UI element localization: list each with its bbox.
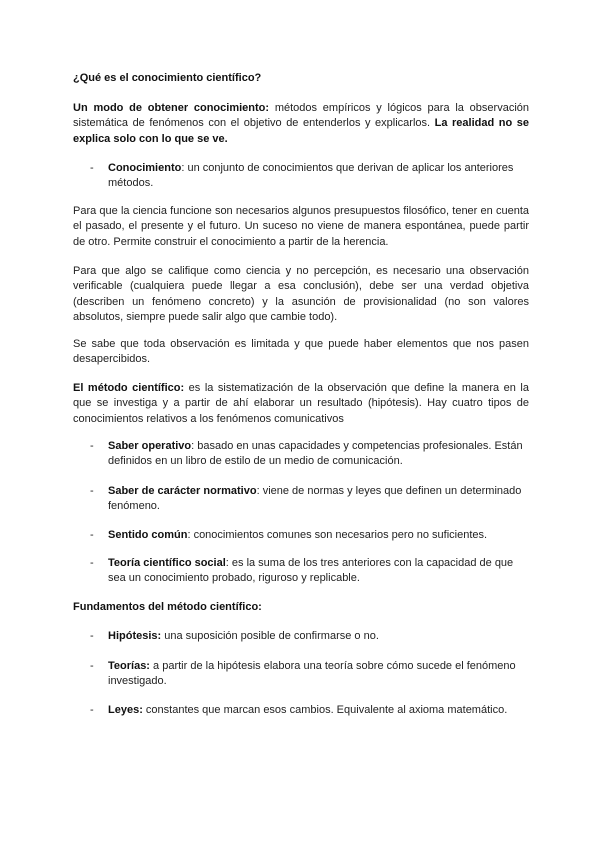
list-item-teoria-social bbox=[108, 556, 528, 587]
list-item-text: : viene de normas y leyes que definen un determinado fenómeno. bbox=[108, 485, 522, 513]
page-title: ¿Qué es el conocimiento científico? bbox=[73, 72, 262, 84]
list-item-term: Leyes: bbox=[108, 704, 143, 716]
list-item-text: : es la suma de los tres anteriores con la capacidad de que sea un conocimiento probado, riguroso y replicable. bbox=[108, 557, 514, 585]
bullet-marker: - bbox=[90, 529, 94, 541]
list-item-term: Saber operativo bbox=[108, 440, 192, 452]
knowledge-term: Conocimiento bbox=[108, 162, 182, 174]
list-item-saber-operativo bbox=[108, 439, 528, 470]
bullet-marker: - bbox=[90, 660, 94, 672]
knowledge-text: : un conjunto de conocimientos que derivan de aplicar los anteriores métodos. bbox=[108, 162, 514, 190]
method-paragraph bbox=[73, 381, 529, 427]
bullet-marker: - bbox=[90, 630, 94, 642]
knowledge-item bbox=[108, 161, 528, 192]
fundamentals-heading: Fundamentos del método científico: bbox=[73, 601, 262, 613]
list-item-sentido-comun bbox=[108, 528, 528, 543]
bullet-marker: - bbox=[90, 557, 94, 569]
list-item-term: Sentido común bbox=[108, 529, 188, 541]
list-item-text: : conocimientos comunes son necesarios pero no suficientes. bbox=[187, 529, 488, 541]
intro-lead: Un modo de obtener conocimiento: bbox=[73, 102, 270, 114]
list-item-text: una suposición posible de confirmarse o no. bbox=[161, 630, 379, 642]
list-item-term: Hipótesis: bbox=[108, 630, 162, 642]
list-item-leyes bbox=[108, 703, 528, 718]
list-item-saber-normativo bbox=[108, 484, 528, 515]
paragraph-presupuestos: Para que la ciencia funcione son necesarios algunos presupuestos filosófico, tener en cuenta el pasado, el presente y el futuro. Un suceso no viene de manera espontánea, puede partir de otro. Permite construir el conocimiento a partir de la herencia. bbox=[73, 205, 529, 248]
list-item-term: Saber de carácter normativo bbox=[108, 485, 257, 497]
list-item-text: constantes que marcan esos cambios. Equivalente al axioma matemático. bbox=[142, 704, 508, 716]
paragraph-observacion: Se sabe que toda observación es limitada y que puede haber elementos que nos pasen desapercibidos. bbox=[73, 338, 529, 366]
intro-text: métodos empíricos y lógicos para la observación sistemática de fenómenos con el objetivo de entenderlos y explicarlos. bbox=[73, 102, 529, 130]
bullet-marker: - bbox=[90, 440, 94, 452]
list-item-hipotesis bbox=[108, 629, 528, 644]
intro-paragraph bbox=[73, 101, 529, 147]
bullet-marker: - bbox=[90, 704, 94, 716]
list-item-teorias bbox=[108, 659, 528, 690]
list-item-text: a partir de la hipótesis elabora una teoría sobre cómo sucede el fenómeno investigado. bbox=[108, 660, 516, 688]
method-text: es la sistematización de la observación que define la manera en la que se investiga y a partir de ahí elaborar un resultado (hipótesis). Hay cuatro tipos de conocimientos relativos a los fenómenos comunicativos bbox=[73, 382, 529, 425]
method-lead: El método científico: bbox=[73, 382, 185, 394]
list-item-term: Teoría científico social bbox=[108, 557, 226, 569]
bullet-marker: - bbox=[90, 485, 94, 497]
list-item-term: Teorías: bbox=[108, 660, 150, 672]
list-item-text: : basado en unas capacidades y competencias profesionales. Están definidos en un libro de estilo de un medio de comunicación. bbox=[108, 440, 523, 468]
intro-bold-tail: La realidad no se explica solo con lo que se ve. bbox=[73, 117, 529, 145]
paragraph-ciencia: Para que algo se califique como ciencia y no percepción, es necesario una observación verificable (cualquiera puede llegar a esa conclusión), debe ser una verdad objetiva (describen un fenómeno concreto) y la asunción de provisionalidad (no son valores absolutos, siempre puede salir algo que cambie todo). bbox=[73, 265, 529, 323]
bullet-marker: - bbox=[90, 162, 94, 174]
